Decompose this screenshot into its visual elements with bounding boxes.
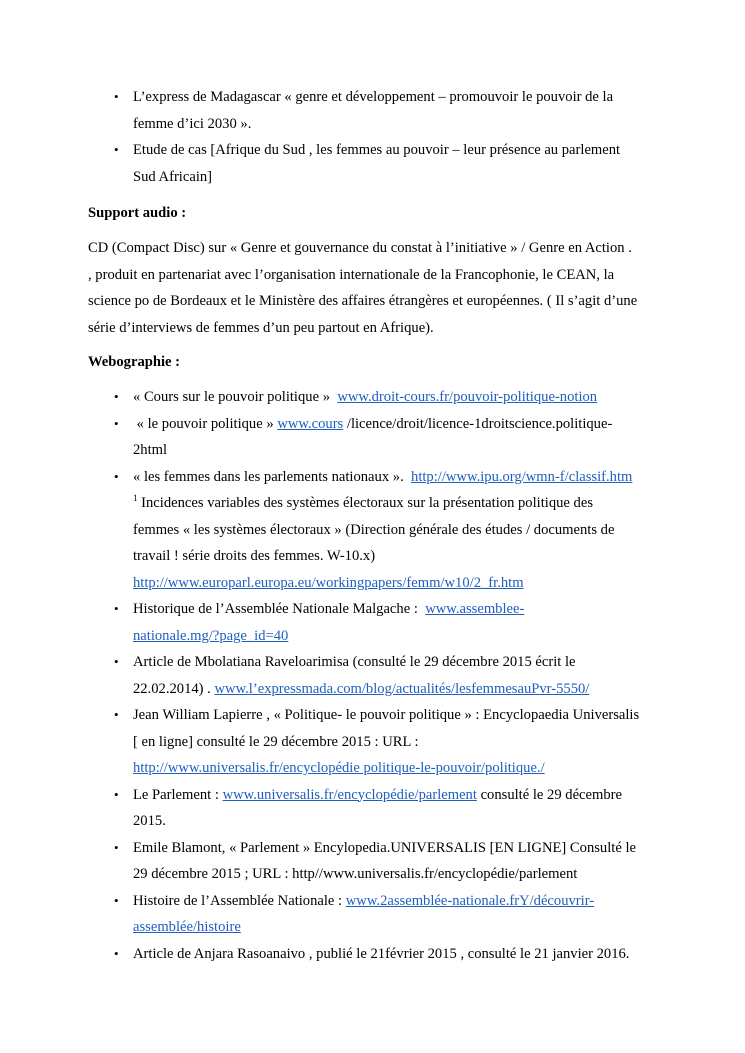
list-item	[88, 782, 678, 835]
list-item-line	[133, 464, 678, 491]
list-item	[88, 941, 678, 968]
paragraph-line: série d’interviews de femmes d’un peu partout en Afrique).	[88, 319, 434, 336]
list-item-text: L’express de Madagascar « genre et développement – promouvoir le pouvoir de la	[133, 89, 614, 105]
list-item-text: « Cours sur le pouvoir politique »	[133, 389, 338, 405]
list-item-text: Historique de l’Assemblée Nationale Malgache :	[133, 601, 426, 617]
list-item-text: Article de Mbolatiana Raveloarimisa (consulté le 29 décembre 2015 écrit le	[133, 654, 576, 670]
list-item-text: Histoire de l’Assemblée Nationale :	[133, 892, 346, 909]
web-link[interactable]: www.cours	[277, 415, 344, 432]
list-item-text: « les femmes dans les parlements nationaux ».	[133, 468, 412, 485]
list-item	[88, 835, 678, 888]
list-item-text: Emile Blamont, « Parlement » Encylopedia.UNIVERSALIS [EN LIGNE] Consulté le	[133, 839, 636, 856]
list-item-text: Etude de cas [Afrique du Sud , les femmes au pouvoir – leur présence au parlement	[133, 142, 621, 158]
list-item-line	[133, 384, 678, 411]
list-item-text: [ en ligne] consulté le 29 décembre 2015 : URL :	[133, 733, 419, 750]
list-item-text: 2html	[133, 442, 168, 458]
list-item-text: consulté le 29 décembre	[476, 786, 622, 803]
list-item	[88, 702, 678, 782]
bullet-icon: •	[114, 415, 119, 431]
paragraph-line: science po de Bordeaux et le Ministère des affaires étrangères et européennes. ( Il s’agit d’une	[88, 293, 638, 309]
webographie-heading: Webographie :	[88, 354, 181, 370]
list-item-line	[133, 623, 678, 650]
list-item-text: Le Parlement :	[133, 786, 223, 803]
list-item-text: femme d’ici 2030 ».	[133, 115, 252, 132]
web-link[interactable]: http://www.universalis.fr/encyclopédie politique-le-pouvoir/politique./	[133, 760, 545, 776]
bullet-icon: •	[114, 654, 119, 669]
bullet-icon: •	[114, 786, 119, 802]
list-item-line	[133, 914, 678, 941]
list-item-line	[133, 676, 678, 703]
footnote-link[interactable]: http://www.europarl.europa.eu/workingpapers/femm/w10/2_fr.htm	[133, 574, 524, 591]
footnote-line	[133, 570, 678, 597]
list-item	[88, 137, 678, 190]
support-audio-paragraph	[88, 235, 678, 341]
web-link[interactable]: www.universalis.fr/encyclopédie/parlement	[222, 786, 477, 803]
bullet-icon: •	[114, 707, 119, 722]
web-link[interactable]: www.droit-cours.fr/pouvoir-politique-notion	[337, 389, 598, 405]
web-link[interactable]: http://www.ipu.org/wmn-f/classif.htm	[411, 468, 633, 485]
web-link[interactable]: assemblée/histoire	[133, 919, 241, 935]
list-item-text: Sud Africain]	[133, 168, 213, 185]
list-item-text: 22.02.2014) .	[133, 680, 215, 697]
bullet-icon: •	[114, 468, 119, 484]
list-item	[88, 888, 678, 941]
list-item	[88, 464, 678, 597]
list-item	[88, 384, 678, 411]
footnote-text: femmes « les systèmes électoraux » (Direction générale des études / documents de	[133, 521, 615, 538]
list-item-text: Article de Anjara Rasoanaivo , publié le 21février 2015 , consulté le 21 janvier 2016.	[133, 945, 630, 962]
support-audio-heading: Support audio :	[88, 205, 187, 221]
webographie-list	[88, 384, 678, 967]
list-item-line	[133, 782, 678, 809]
paragraph-line: , produit en partenariat avec l’organisation internationale de la Francophonie, le CEAN, la	[88, 266, 615, 283]
list-item-text: « le pouvoir politique »	[133, 415, 278, 432]
bullet-icon: •	[114, 389, 119, 404]
footnote-text: Incidences variables des systèmes électoraux sur la présentation politique des	[137, 495, 593, 511]
list-item-line	[133, 755, 678, 782]
list-item	[88, 411, 678, 464]
list-item-text: /licence/droit/licence-1droitscience.politique-	[343, 415, 613, 432]
footnote-mark: 1	[133, 493, 138, 504]
list-item-text: 2015.	[133, 813, 166, 829]
list-item-text: 29 décembre 2015 ; URL : http//www.universalis.fr/encyclopédie/parlement	[133, 866, 578, 882]
bullet-icon: •	[114, 89, 119, 104]
paragraph-line: CD (Compact Disc) sur « Genre et gouvernance du constat à l’initiative » / Genre en Action .	[88, 240, 632, 256]
list-item	[88, 649, 678, 702]
bullet-icon: •	[114, 945, 119, 961]
web-link[interactable]: www.assemblee-	[425, 601, 525, 617]
bullet-icon: •	[114, 142, 119, 157]
top-bullet-list	[88, 84, 678, 190]
bullet-icon: •	[114, 601, 119, 616]
web-link[interactable]: www.2assemblée-nationale.frY/découvrir-	[345, 892, 595, 909]
list-item-line	[133, 596, 678, 623]
list-item	[88, 84, 678, 137]
web-link[interactable]: www.l’expressmada.com/blog/actualités/lesfemmesauPvr-5550/	[214, 680, 590, 697]
footnote-text: travail ! série droits des femmes. W-10.x)	[133, 548, 376, 564]
list-item	[88, 596, 678, 649]
list-item-line	[133, 411, 678, 438]
bullet-icon: •	[114, 839, 119, 855]
list-item-line	[133, 888, 678, 915]
bullet-icon: •	[114, 892, 119, 908]
web-link[interactable]: nationale.mg/?page_id=40	[133, 627, 289, 644]
footnote-line	[133, 490, 678, 517]
list-item-text: Jean William Lapierre , « Politique- le pouvoir politique » : Encyclopaedia Universalis	[133, 707, 640, 723]
